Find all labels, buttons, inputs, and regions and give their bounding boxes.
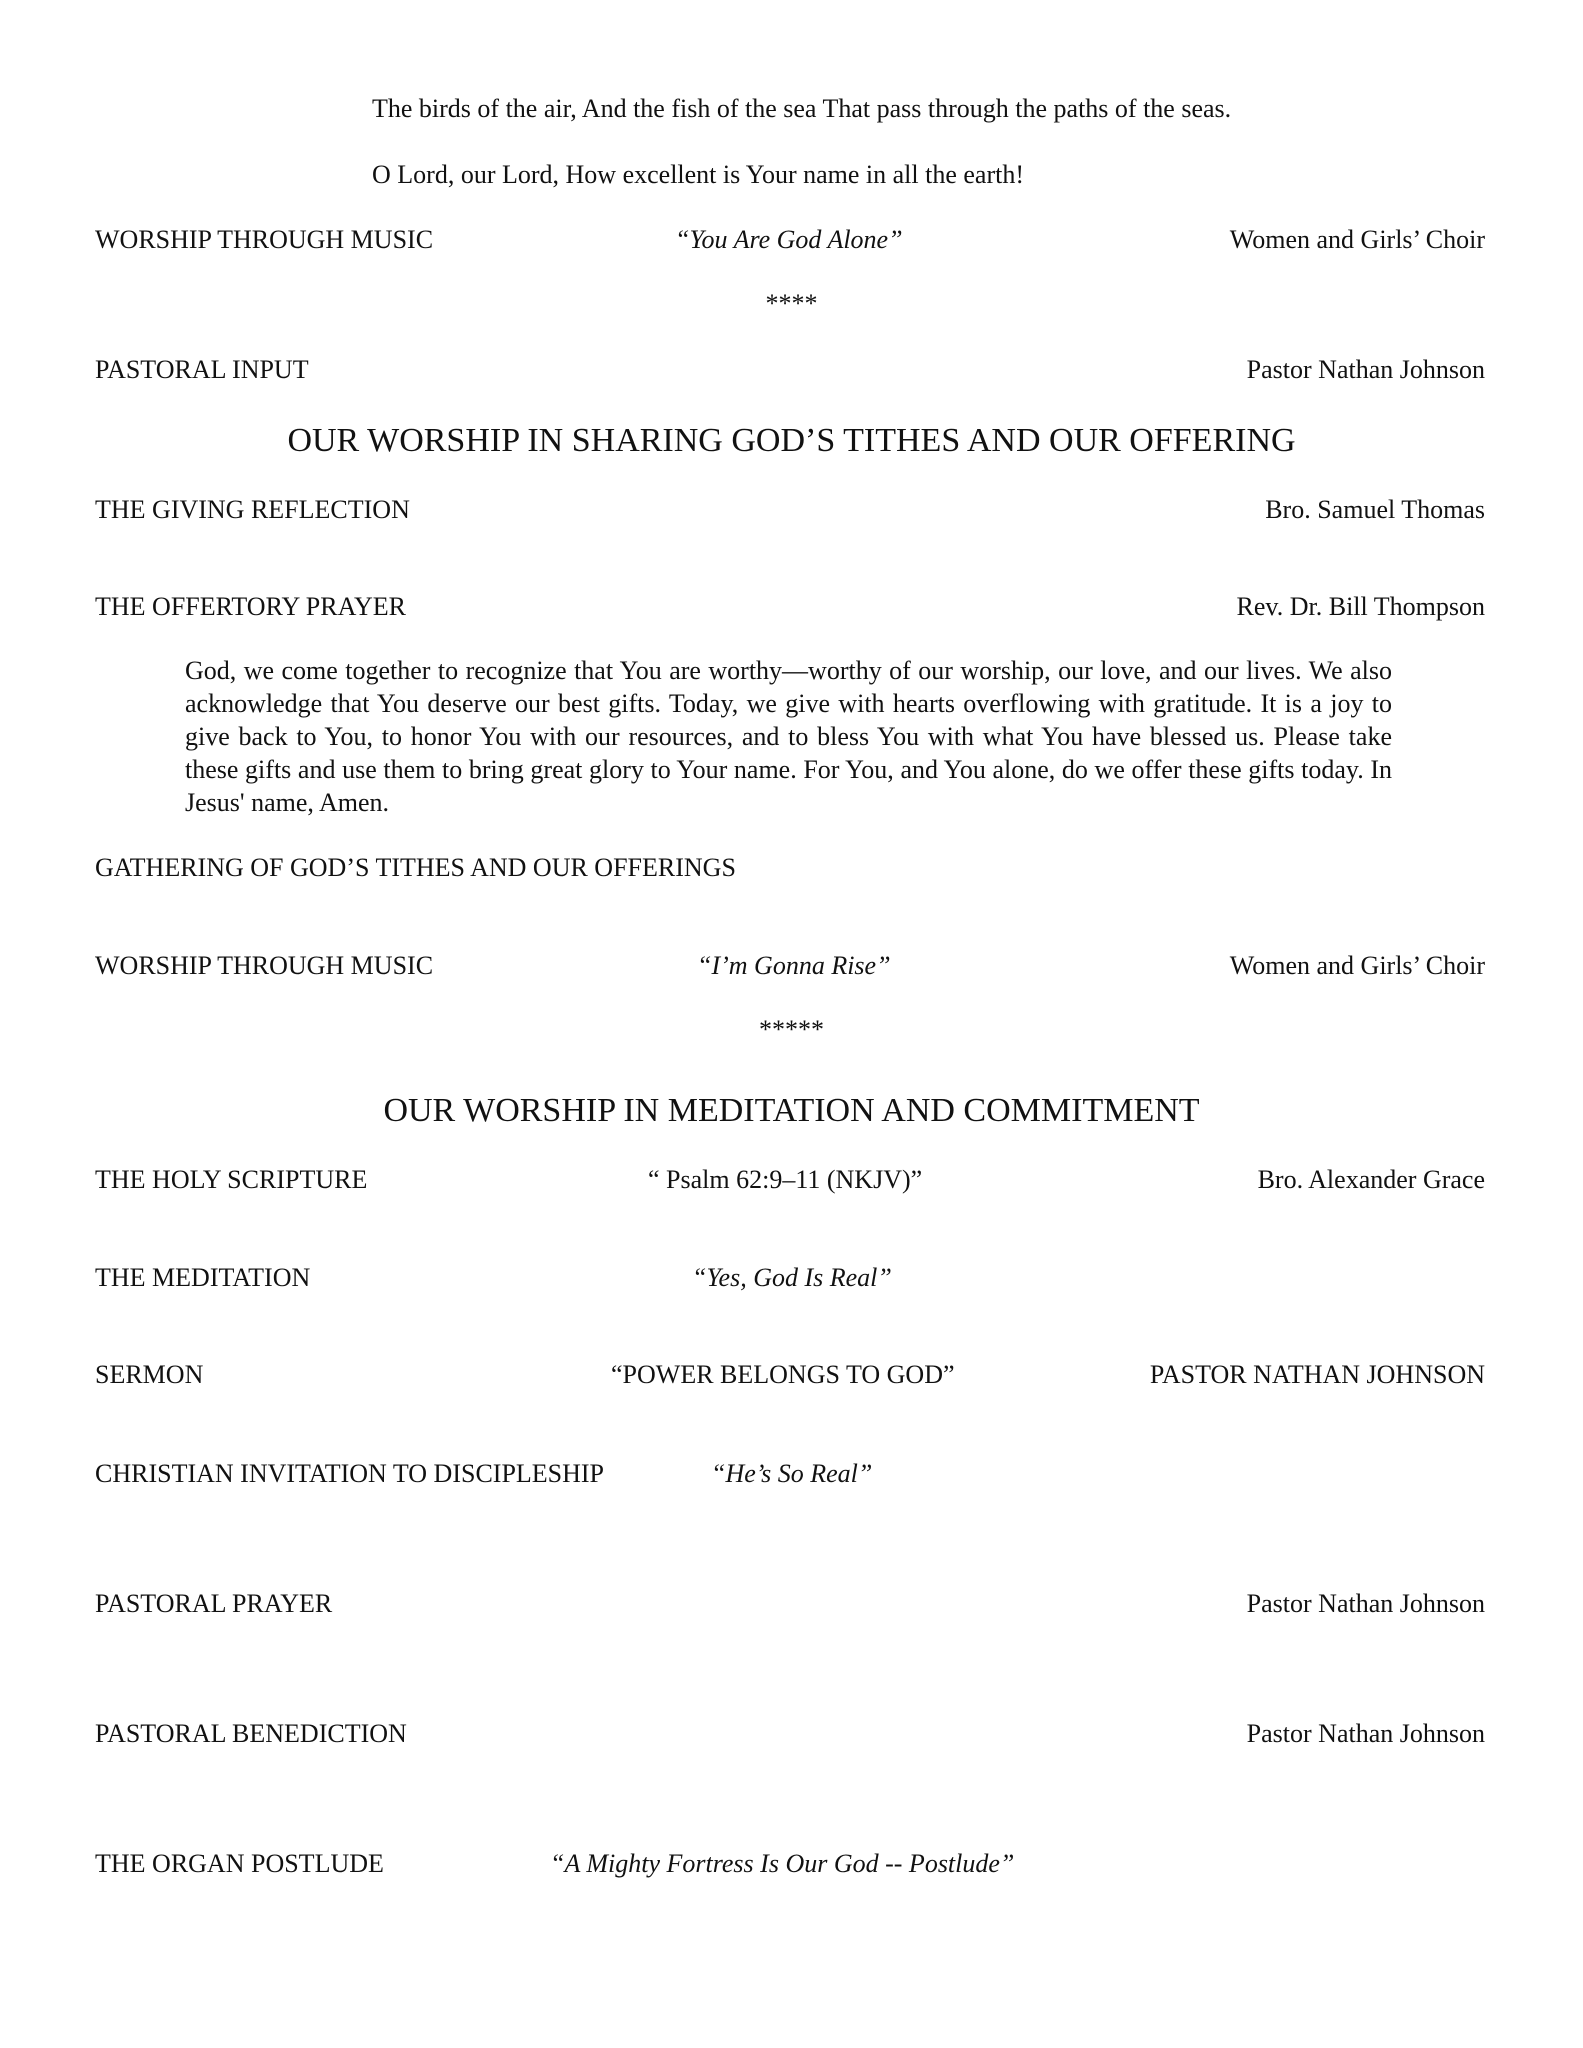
program-item-person: Bro. Samuel Thomas bbox=[1265, 495, 1485, 524]
program-item-person: Pastor Nathan Johnson bbox=[1246, 1719, 1485, 1748]
program-item-title: “A Mighty Fortress Is Our God -- Postlude” bbox=[550, 1849, 1015, 1878]
program-row-invitation bbox=[95, 1458, 1485, 1490]
scripture-line-2: O Lord, our Lord, How excellent is Your name in all the earth! bbox=[372, 160, 1025, 189]
program-item-label: CHRISTIAN INVITATION TO DISCIPLESHIP bbox=[95, 1459, 605, 1488]
program-item-label: THE MEDITATION bbox=[95, 1263, 311, 1292]
program-row-meditation bbox=[95, 1262, 1485, 1294]
program-row-music-1 bbox=[95, 224, 1485, 256]
program-item-title: “You Are God Alone” bbox=[675, 225, 903, 254]
program-row-music-2 bbox=[95, 950, 1485, 982]
program-item-label: GATHERING OF GOD’S TITHES AND OUR OFFERINGS bbox=[95, 853, 736, 882]
program-item-person: PASTOR NATHAN JOHNSON bbox=[1149, 1360, 1485, 1389]
program-item-title: “Yes, God Is Real” bbox=[692, 1263, 892, 1292]
program-row-offertory-prayer bbox=[95, 591, 1485, 623]
program-row-benediction bbox=[95, 1718, 1485, 1750]
program-row-sermon bbox=[95, 1359, 1485, 1391]
section-heading-meditation: OUR WORSHIP IN MEDITATION AND COMMITMENT bbox=[383, 1092, 1200, 1129]
program-item-label: SERMON bbox=[95, 1360, 204, 1389]
program-item-label: WORSHIP THROUGH MUSIC bbox=[95, 225, 434, 254]
section-heading-tithes: OUR WORSHIP IN SHARING GOD’S TITHES AND OUR OFFERING bbox=[287, 422, 1296, 459]
program-item-label: THE GIVING REFLECTION bbox=[95, 495, 410, 524]
program-item-person: Women and Girls’ Choir bbox=[1229, 951, 1485, 980]
separator-stars-1: **** bbox=[765, 289, 818, 318]
program-row-holy-scripture bbox=[95, 1164, 1485, 1196]
program-item-label: THE ORGAN POSTLUDE bbox=[95, 1849, 384, 1878]
program-row-pastoral-prayer bbox=[95, 1588, 1485, 1620]
program-row-postlude bbox=[95, 1848, 1485, 1880]
scripture-line-1: The birds of the air, And the fish of the sea That pass through the paths of the seas. bbox=[372, 94, 1232, 123]
program-item-label: PASTORAL BENEDICTION bbox=[95, 1719, 407, 1748]
program-item-label: THE OFFERTORY PRAYER bbox=[95, 592, 406, 621]
program-item-title: “ Psalm 62:9–11 (NKJV)” bbox=[648, 1165, 923, 1194]
program-item-person: Pastor Nathan Johnson bbox=[1246, 355, 1485, 384]
program-item-label: WORSHIP THROUGH MUSIC bbox=[95, 951, 434, 980]
program-item-person: Women and Girls’ Choir bbox=[1229, 225, 1485, 254]
program-item-title: “He’s So Real” bbox=[711, 1459, 873, 1488]
program-row-gathering bbox=[95, 852, 1485, 884]
offertory-prayer-text: God, we come together to recognize that You are worthy—worthy of our worship, our love, and our lives. We also acknowledge that You deserve our best gifts. Today, we give with hearts overflowing with gratitude. It is a joy to give back to You, to honor You with our resources, and to bless You with what You have blessed us. Please take these gifts and use them to bring great glory to Your name. For You, and You alone, do we offer these gifts today. In Jesus' name, Amen. bbox=[185, 656, 1392, 817]
program-item-label: PASTORAL PRAYER bbox=[95, 1589, 333, 1618]
program-item-person: Rev. Dr. Bill Thompson bbox=[1236, 592, 1485, 621]
program-item-title: “I’m Gonna Rise” bbox=[697, 951, 891, 980]
program-item-person: Bro. Alexander Grace bbox=[1257, 1165, 1485, 1194]
program-item-title: “POWER BELONGS TO GOD” bbox=[611, 1360, 955, 1389]
separator-stars-2: ***** bbox=[759, 1015, 824, 1044]
program-item-person: Pastor Nathan Johnson bbox=[1246, 1589, 1485, 1618]
program-row-giving-reflection bbox=[95, 494, 1485, 526]
program-item-label: THE HOLY SCRIPTURE bbox=[95, 1165, 368, 1194]
program-item-label: PASTORAL INPUT bbox=[95, 355, 309, 384]
program-row-pastoral-input bbox=[95, 354, 1485, 386]
